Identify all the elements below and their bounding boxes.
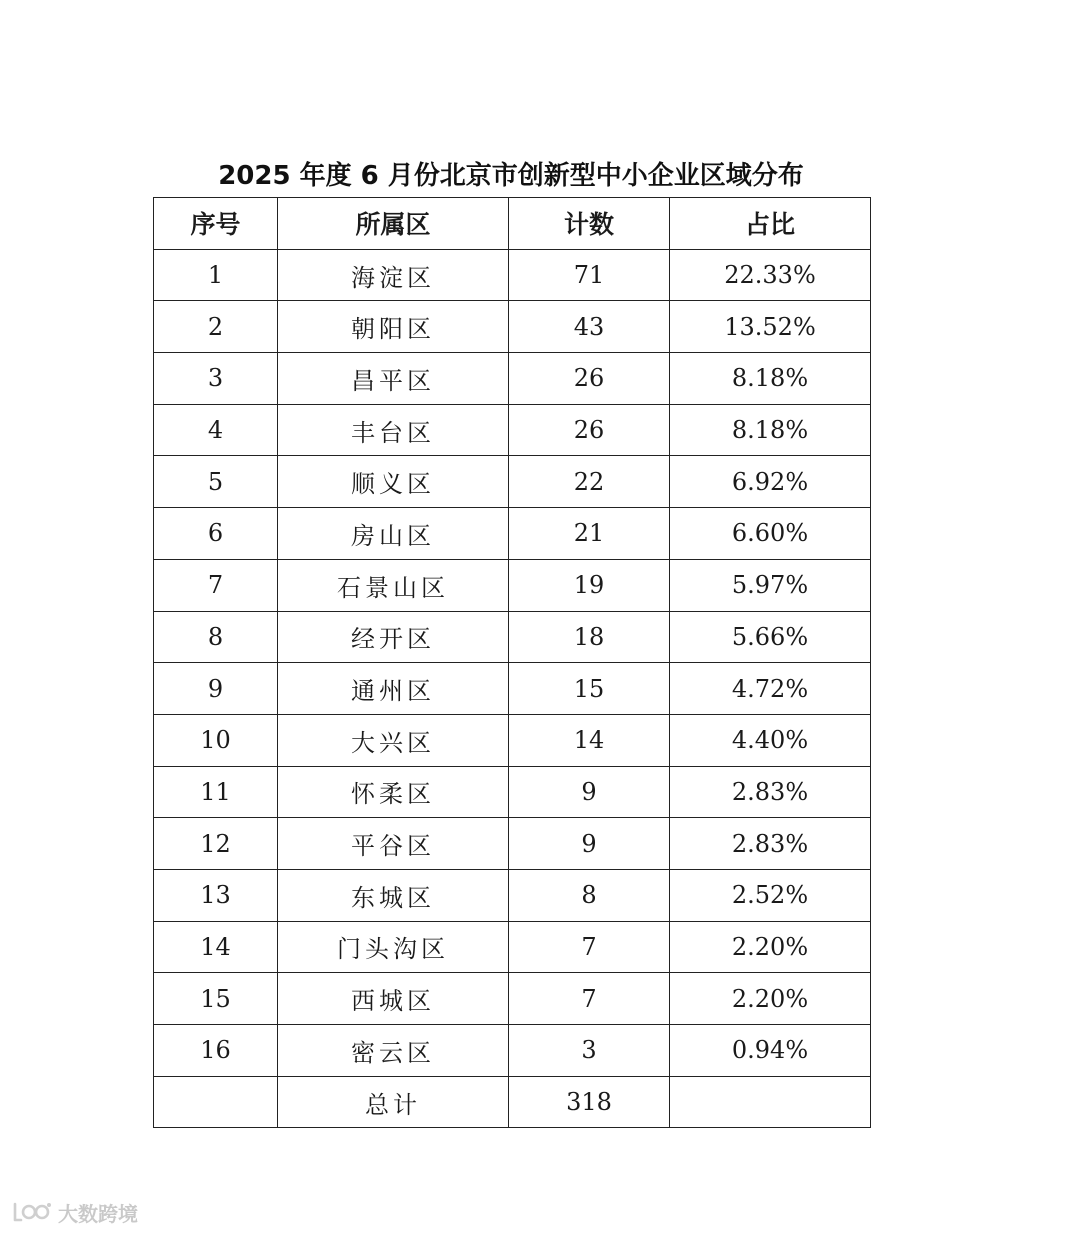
cell-district: 经开区 bbox=[278, 611, 509, 663]
brand-logo-icon bbox=[12, 1200, 52, 1224]
table-row bbox=[154, 353, 871, 405]
cell-share: 13.52% bbox=[670, 301, 871, 353]
district-distribution-table bbox=[153, 197, 871, 1128]
table-row bbox=[154, 611, 871, 663]
cell-share: 2.83% bbox=[670, 818, 871, 870]
cell-share: 8.18% bbox=[670, 404, 871, 456]
cell-no: 16 bbox=[154, 1025, 278, 1077]
cell-count: 3 bbox=[509, 1025, 670, 1077]
table-row bbox=[154, 1025, 871, 1077]
cell-no: 10 bbox=[154, 714, 278, 766]
table-row bbox=[154, 663, 871, 715]
cell-share: 4.72% bbox=[670, 663, 871, 715]
cell-count: 8 bbox=[509, 869, 670, 921]
cell-no: 15 bbox=[154, 973, 278, 1025]
cell-no: 1 bbox=[154, 249, 278, 301]
header-no: 序号 bbox=[154, 198, 278, 250]
cell-count: 21 bbox=[509, 508, 670, 560]
header-count: 计数 bbox=[509, 198, 670, 250]
cell-district: 大兴区 bbox=[278, 714, 509, 766]
cell-district: 东城区 bbox=[278, 869, 509, 921]
table-row bbox=[154, 301, 871, 353]
cell-district: 房山区 bbox=[278, 508, 509, 560]
cell-count: 7 bbox=[509, 973, 670, 1025]
cell-count: 7 bbox=[509, 921, 670, 973]
cell-count: 26 bbox=[509, 353, 670, 405]
table-row bbox=[154, 249, 871, 301]
cell-district: 门头沟区 bbox=[278, 921, 509, 973]
cell-no: 14 bbox=[154, 921, 278, 973]
table-row bbox=[154, 404, 871, 456]
cell-share: 22.33% bbox=[670, 249, 871, 301]
cell-district: 朝阳区 bbox=[278, 301, 509, 353]
cell-count: 19 bbox=[509, 559, 670, 611]
cell-district: 丰台区 bbox=[278, 404, 509, 456]
cell-share: 4.40% bbox=[670, 714, 871, 766]
cell-no: 2 bbox=[154, 301, 278, 353]
header-district: 所属区 bbox=[278, 198, 509, 250]
cell-count: 9 bbox=[509, 818, 670, 870]
cell-no: 5 bbox=[154, 456, 278, 508]
cell-share: 6.92% bbox=[670, 456, 871, 508]
cell-count: 9 bbox=[509, 766, 670, 818]
cell-district: 石景山区 bbox=[278, 559, 509, 611]
cell-share: 2.20% bbox=[670, 973, 871, 1025]
cell-count: 14 bbox=[509, 714, 670, 766]
cell-district: 密云区 bbox=[278, 1025, 509, 1077]
cell-count: 15 bbox=[509, 663, 670, 715]
table-row bbox=[154, 559, 871, 611]
cell-count: 22 bbox=[509, 456, 670, 508]
watermark bbox=[12, 1197, 138, 1227]
total-count: 318 bbox=[509, 1076, 670, 1128]
table-row bbox=[154, 508, 871, 560]
cell-district: 顺义区 bbox=[278, 456, 509, 508]
table-row bbox=[154, 766, 871, 818]
total-no bbox=[154, 1076, 278, 1128]
header-row bbox=[154, 198, 871, 250]
table-row bbox=[154, 456, 871, 508]
cell-share: 0.94% bbox=[670, 1025, 871, 1077]
table-row bbox=[154, 714, 871, 766]
cell-district: 怀柔区 bbox=[278, 766, 509, 818]
cell-district: 昌平区 bbox=[278, 353, 509, 405]
cell-no: 3 bbox=[154, 353, 278, 405]
cell-district: 通州区 bbox=[278, 663, 509, 715]
cell-share: 6.60% bbox=[670, 508, 871, 560]
cell-no: 6 bbox=[154, 508, 278, 560]
cell-share: 5.66% bbox=[670, 611, 871, 663]
cell-count: 26 bbox=[509, 404, 670, 456]
table-title: 2025 年度 6 月份北京市创新型中小企业区域分布 bbox=[218, 161, 804, 191]
cell-share: 2.52% bbox=[670, 869, 871, 921]
cell-no: 7 bbox=[154, 559, 278, 611]
cell-district: 西城区 bbox=[278, 973, 509, 1025]
cell-share: 5.97% bbox=[670, 559, 871, 611]
cell-district: 平谷区 bbox=[278, 818, 509, 870]
total-share bbox=[670, 1076, 871, 1128]
cell-no: 12 bbox=[154, 818, 278, 870]
table-row bbox=[154, 818, 871, 870]
cell-no: 9 bbox=[154, 663, 278, 715]
cell-count: 18 bbox=[509, 611, 670, 663]
total-label: 总计 bbox=[278, 1076, 509, 1128]
header-share: 占比 bbox=[670, 198, 871, 250]
table-row bbox=[154, 973, 871, 1025]
cell-share: 2.83% bbox=[670, 766, 871, 818]
watermark-text: 大数跨境 bbox=[58, 1201, 138, 1226]
table-row bbox=[154, 921, 871, 973]
table-row bbox=[154, 869, 871, 921]
cell-share: 2.20% bbox=[670, 921, 871, 973]
cell-no: 11 bbox=[154, 766, 278, 818]
cell-count: 43 bbox=[509, 301, 670, 353]
cell-share: 8.18% bbox=[670, 353, 871, 405]
cell-no: 4 bbox=[154, 404, 278, 456]
cell-count: 71 bbox=[509, 249, 670, 301]
total-row bbox=[154, 1076, 871, 1128]
cell-no: 13 bbox=[154, 869, 278, 921]
cell-district: 海淀区 bbox=[278, 249, 509, 301]
cell-no: 8 bbox=[154, 611, 278, 663]
